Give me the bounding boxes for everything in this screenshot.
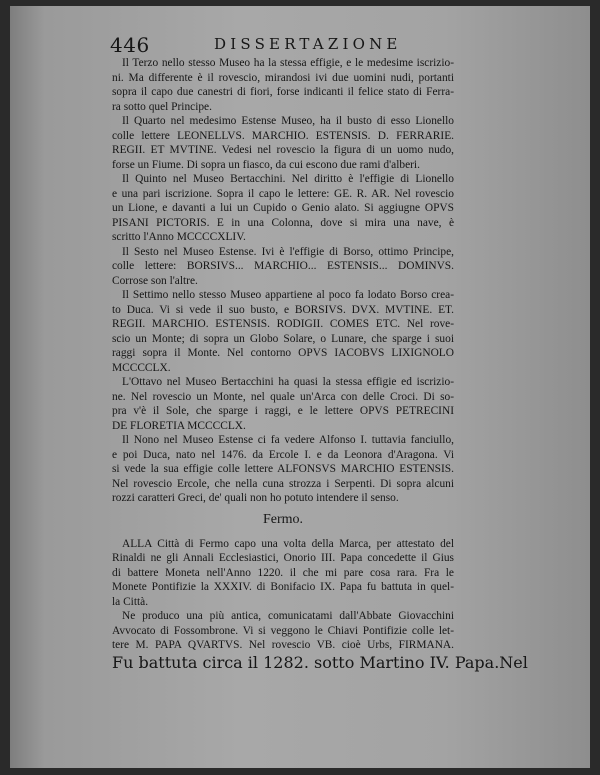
text-line: scio un Monte; di sopra un Globo Solare, o Lunare, che sparge i suoi [112,332,454,345]
paragraph [112,609,454,653]
page-body [112,56,454,653]
text-line: Il Sesto nel Museo Estense. Ivi è l'effigie di Borso, ottimo Principe, [122,245,454,258]
text-line: e una pari iscrizione. Sopra il capo le lettere: GE. R. AR. Nel rovescio [112,187,454,200]
paragraphs-block [112,56,454,506]
text-line: scritto l'Anno MCCCCXLIV. [112,231,246,243]
paragraph [112,433,454,506]
text-line: un Lione, e davanti a lui un Cupido o Genio alato. Si aggiugne OPVS [112,202,454,214]
page-number: 446 [110,33,150,57]
paragraph [112,375,454,433]
paragraph [112,537,454,610]
paragraph [112,288,454,375]
text-line: e poi Duca, nato nel 1476. da Ercole I. e da Leonora d'Aragona. Vi [112,448,454,461]
paragraph [112,56,454,114]
text-line: MCCCCLX. [112,361,171,374]
text-line: di battere Moneta nell'Anno 1220. il che mi pare cosa rara. Fra le [112,566,454,579]
text-line: to Duca. Vi si vede il suo busto, e BORSIVS. DVX. MVTINE. ET. [112,303,454,316]
text-line: tere M. PAPA QVARTVS. Nel rovescio VB. cioè Urbs, FIRMANA. [112,639,454,651]
text-line: Fu battuta circa il 1282. sotto Martino IV. Papa. [112,653,500,672]
text-line: Corrose son l'altre. [112,274,198,287]
text-line: colle lettere LEONELLVS. MARCHIO. ESTENSIS. D. FERRARIE. [112,129,454,142]
text-line: sopra il capo due canestri di fiori, forse indicanti il felice stato di Ferra- [112,86,454,98]
text-line: rozzi caratteri Greci, de' quali non ho potuto intendere il senso. [112,492,399,504]
text-line: forse un Fiume. Di sopra un fiasco, da cui escono due rami d'alberi. [112,158,420,171]
catchword: Nel [499,653,528,672]
section-title: Fermo. [262,511,304,527]
running-title: DISSERTAZIONE [214,35,402,53]
paragraph [112,172,454,245]
text-line: Monete Pontifizie la XXXIV. di Bonifacio IX. Papa fu battuta in quel- [112,581,454,593]
paragraph [112,245,454,289]
text-line: ni. Ma differente è il rovescio, mirandosi ivi due uomini nudi, portanti [112,71,454,84]
text-line: Nel rovescio Ercole, che nella cuna strozza i Serpenti. Di sopra alcuni [112,477,454,490]
book-page [10,6,590,768]
page-header [110,33,455,55]
text-line: colle lettere: BORSIVS... MARCHIO... ESTENSIS... DOMINVS. [112,260,454,272]
text-line: Rinaldi ne gli Annali Ecclesiastici, Onorio III. Papa concedette il Gius [112,552,454,564]
text-line: Il Nono nel Museo Estense ci fa vedere Alfonso I. tuttavia fanciullo, [122,434,454,446]
text-line: PISANI PICTORIS. E in una Colonna, dove si mira una nave, è [112,216,454,229]
footer-line [112,653,528,672]
text-line: DE FLORETIA MCCCCLX. [112,419,246,432]
text-line: ALLA Città di Fermo capo una volta della Marca, per attestato del [122,537,454,550]
text-line: Ne produco una più antica, comunicatami dall'Abbate Giovacchini [122,610,454,622]
text-line: raggi sopra il Monte. Nel contorno OPVS IACOBVS LIXIGNOLO [112,347,454,359]
text-line: ne. Nel rovescio un Monte, nel quale un'Arca con delle Croci. Di so- [112,390,454,403]
section-paragraphs-block [112,537,454,653]
text-line: L'Ottavo nel Museo Bertacchini ha quasi la stessa effigie ed iscrizio- [122,376,454,388]
text-line: Il Settimo nello stesso Museo appartiene al poco fa lodato Borso crea- [122,289,454,301]
text-line: pra v'è il Sole, che sparge i raggi, e le lettere OPVS PETRECINI [112,405,454,417]
paragraph [112,114,454,172]
text-line: Il Terzo nello stesso Museo ha la stessa effigie, e le medesime iscrizio- [122,57,454,69]
text-line: Avvocato di Fossombrone. Vi si veggono le Chiavi Pontifizie colle let- [112,624,454,637]
text-line: REGII. ET MVTINE. Vedesi nel rovescio la figura di un uomo nudo, [112,144,454,156]
text-line: la Città. [112,595,149,608]
text-line: Il Quarto nel medesimo Estense Museo, ha il busto di esso Lionello [122,115,454,127]
text-line: si vede la sua effigie colle lettere ALFONSVS MARCHIO ESTENSIS. [112,463,454,475]
text-line: ra sotto quel Principe. [112,100,212,113]
page-footer [112,653,528,672]
text-line: REGII. MARCHIO. ESTENSIS. RODIGII. COMES ETC. Nel rove- [112,318,454,330]
text-line: Il Quinto nel Museo Bertacchini. Nel diritto è l'effigie di Lionello [122,173,454,185]
